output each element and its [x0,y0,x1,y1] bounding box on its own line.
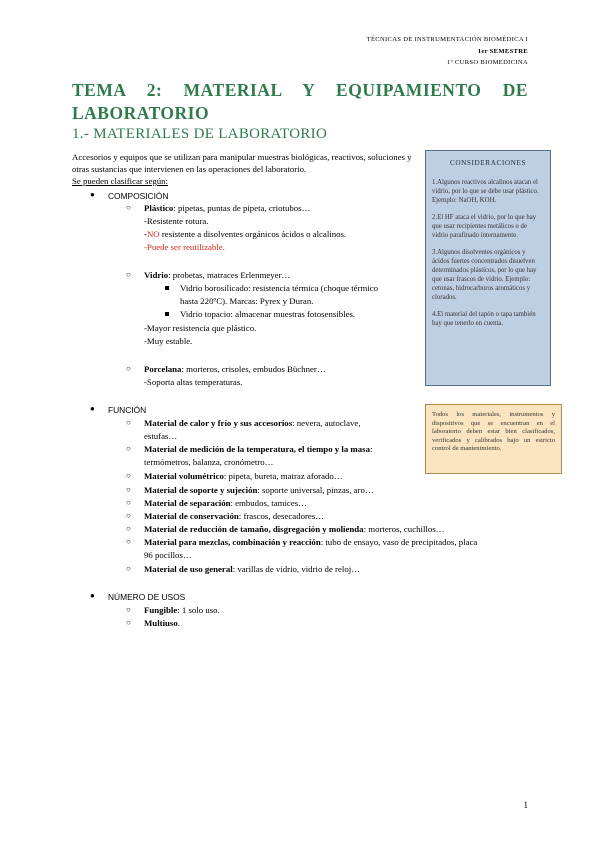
plastico-line2 [144,228,346,240]
considerations-box [425,150,551,386]
fungible-label: Fungible [144,605,178,615]
header-course: TÉCNICAS DE INSTRUMENTACIÓN BIOMÉDICA I [366,36,528,43]
funcion-item-text: : varillas de vidrio, vidrio de reloj… [232,564,360,574]
funcion-item-text: : [369,444,373,454]
porcelana-line1: -Soporta altas temperaturas. [144,377,243,387]
circle-bullet-icon: ○ [126,564,131,573]
page-title-continued: LABORATORIO [72,103,210,123]
funcion-item-label: Material de soporte y sujeción [144,485,258,495]
vidrio-line1: -Mayor resistencia que plástico. [144,323,257,333]
plastico-no-highlight: NO [146,229,160,239]
funcion-item [144,497,307,509]
funcion-item [144,470,343,482]
funcion-item-text: : nevera, autoclave, [292,418,361,428]
funcion-item-text: : embudos, tamices… [230,498,307,508]
page-title: TEMA 2: MATERIAL Y EQUIPAMIENTO DE [72,80,528,100]
consideration-2: 2.El HF ataca el vidrio, por lo que hay que usar recipientes metálicos o de vidrio parafinado internamente. [432,214,537,239]
funcion-item-cont: 96 pocillos… [144,550,192,560]
plastico-line1: -Resistente rotura. [144,216,209,226]
funcion-item-label: Material de reducción de tamaño, disgregación y molienda [144,524,364,534]
square-bullet-icon [165,312,169,316]
considerations-title: CONSIDERACIONES [449,159,527,167]
circle-bullet-icon: ○ [126,524,131,533]
funcion-item-label: Material volumétrico [144,471,224,481]
intro-paragraph [72,151,424,187]
intro-classify: Se pueden clasificar según: [72,176,168,186]
funcion-item-text: : morteros, cuchillos… [363,524,445,534]
note-box [425,404,562,474]
vidrio-label: Vidrio [144,270,169,280]
usos-heading: NÚMERO DE USOS [108,592,186,602]
funcion-item [144,443,372,455]
funcion-item [144,484,374,496]
bullet-dot-icon: ● [90,404,95,413]
composicion-heading: COMPOSICIÓN [108,191,169,201]
bullet-dot-icon: ● [90,591,95,600]
circle-bullet-icon: ○ [126,618,131,627]
funcion-item-label: Material de calor y frío y sus accesorios [144,418,293,428]
funcion-item-text: : frascos, desecadores… [238,511,325,521]
vidrio-text: : probetas, matraces Erlenmeyer… [168,270,291,280]
document-header [367,34,528,69]
circle-bullet-icon: ○ [126,270,131,279]
porcelana-item [144,363,326,375]
consideration-4: 4.El material del tapón o tapa también hay que tenerlo en cuenta. [432,311,536,327]
circle-bullet-icon: ○ [126,203,131,212]
funcion-item-text: : tubo de ensayo, vaso de precipitados, placa [320,537,478,547]
circle-bullet-icon: ○ [126,485,131,494]
plastico-line2-prefix: - [144,229,147,239]
funcion-item [144,510,324,522]
funcion-heading: FUNCIÓN [108,405,147,415]
funcion-item [144,536,477,548]
square-bullet-icon [165,286,169,290]
page-number: 1 [523,800,528,810]
funcion-item [144,417,361,429]
plastico-text: : pipetas, puntas de pipeta, criotubos… [173,203,311,213]
vidrio-sub1-line2: hasta 220ºC). Marcas: Pyrex y Duran. [180,296,314,306]
plastico-label: Plástico [144,203,174,213]
circle-bullet-icon: ○ [126,605,131,614]
intro-text: Accesorios y equipos que se utilizan para manipular muestras biológicas, reactivos, soluciones y otras sustancias que intervienen en las operaciones del laboratorio. [72,152,412,174]
circle-bullet-icon: ○ [126,471,131,480]
fungible-text: : 1 solo uso. [177,605,220,615]
consideration-3: 3.Algunos disolventes orgánicos y ácidos fuertes concentrados disuelven determinados plásticos, por lo que hay que usar frascos de vidrio. Ejemplo: cetonas, hidrocarburos aromáticos y clorados. [432,249,537,301]
vidrio-sub2: Vidrio topacio: almacenar muestras fotosensibles. [180,309,356,319]
funcion-item [144,563,360,575]
fungible-item [144,604,220,616]
porcelana-text: : morteros, crisoles, embudos Büchner… [181,364,326,374]
funcion-item-label: Material de separación [144,498,231,508]
funcion-item-label: Material para mezclas, combinación y reacción [144,537,321,547]
circle-bullet-icon: ○ [126,511,131,520]
multiuso-text: . [177,618,180,628]
multiuso-label: Multiuso [144,618,178,628]
circle-bullet-icon: ○ [126,364,131,373]
header-semester: 1er SEMESTRE [477,47,528,55]
note-text: Todos los materiales, instrumentos y dispositivos que se encuentran en el laboratorio deben estar bien clasificados, verificados y calibrados bajo un estricto control de mantenimiento. [432,411,555,453]
vidrio-sub1-line1: Vidrio borosilicado: resistencia térmica (choque térmico [180,283,379,293]
circle-bullet-icon: ○ [126,418,131,427]
plastico-line3: -Puede ser reutilizable. [144,242,225,252]
circle-bullet-icon: ○ [126,444,131,453]
funcion-item-cont: estufas… [144,431,178,441]
vidrio-line2: -Muy estable. [144,336,193,346]
funcion-item-label: Material de uso general [144,564,233,574]
plastico-line2-rest: resistente a disolventes orgánicos ácidos o alcalinos. [159,229,347,239]
funcion-item-text: : soporte universal, pinzas, aro… [257,485,374,495]
funcion-item-text: : pipeta, bureta, matraz aforado… [223,471,343,481]
multiuso-item [144,617,180,629]
funcion-item-cont: termómetros, balanza, cronómetro… [144,457,274,467]
header-year: 1º CURSO BIOMEDICINA [447,59,528,66]
circle-bullet-icon: ○ [126,537,131,546]
funcion-item [144,523,444,535]
vidrio-item [144,269,290,281]
bullet-dot-icon: ● [90,190,95,199]
porcelana-label: Porcelana [144,364,182,374]
consideration-1: 1.Algunos reactivos alcalinos atacan el vidrio, por lo que se debe usar plástico. Ejemplo: NaOH, KOH. [432,179,539,204]
funcion-item-label: Material de conservación [144,511,239,521]
plastico-item [144,202,310,214]
funcion-item-label: Material de medición de la temperatura, el tiempo y la masa [144,444,370,454]
circle-bullet-icon: ○ [126,498,131,507]
section-heading: 1.- MATERIALES DE LABORATORIO [72,126,328,142]
